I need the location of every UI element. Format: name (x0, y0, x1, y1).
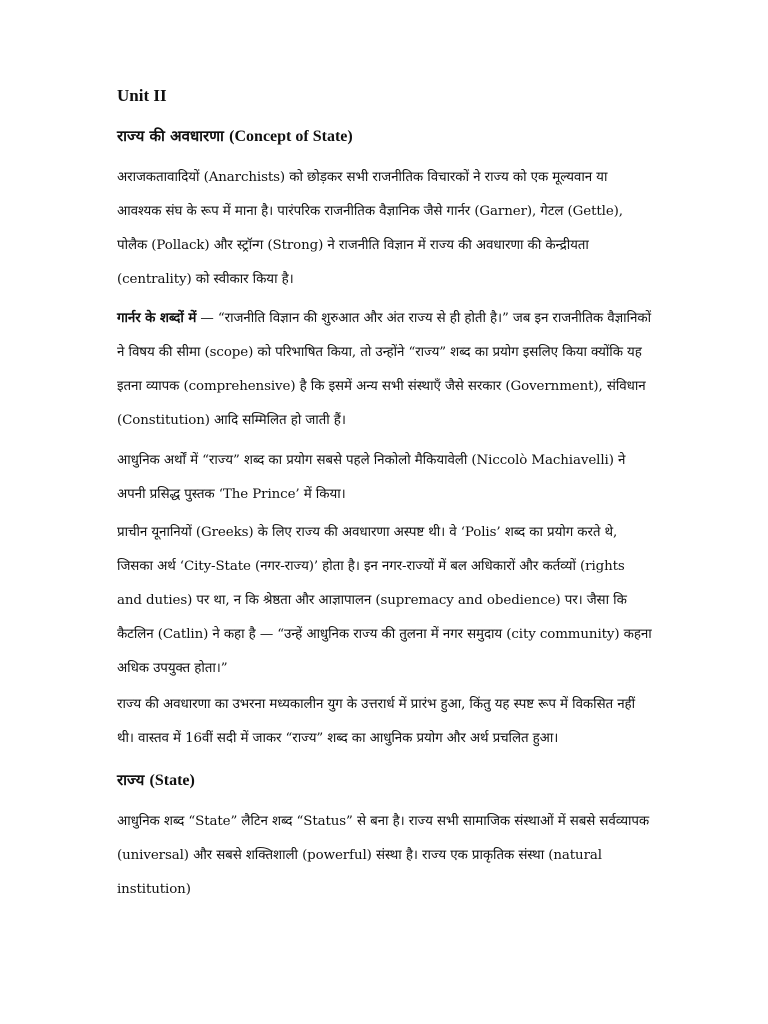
paragraph-greeks (117, 516, 653, 686)
paragraph-text: आधुनिक अर्थों में “राज्य” शब्द का प्रयोग सबसे पहले निकोलो मैकियावेली (Niccolò Machiavelli) ने अपनी प्रसिद्ध पुस्तक ‘The Prince’ में किया। (117, 453, 626, 502)
paragraph-anarchists (117, 161, 653, 297)
paragraph-lead: गार्नर के शब्दों में (117, 310, 197, 326)
paragraph-text: — “राजनीति विज्ञान की शुरुआत और अंत राज्य से ही होती है।” जब इन राजनीतिक वैज्ञानिकों ने विषय की सीमा (scope) को परिभाषित किया, तो उन्होंने “राज्य” शब्द का प्रयोग इसलिए किया क्योंकि यह इतना व्यापक (comprehensive) है कि इसमें अन्य सभी संस्थाएँ जैसे सरकार (Government), संविधान (Constitution) आदि सम्मिलित हो जाती हैं। (117, 311, 652, 428)
paragraph-text: आधुनिक शब्द “State” लैटिन शब्द “Status” से बना है। राज्य सभी सामाजिक संस्थाओं में सबसे सर्वव्यापक (universal) और सबसे शक्तिशाली (powerful) संस्था है। राज्य एक प्राकृतिक संस्था (natural institution) (117, 814, 650, 897)
unit-title: Unit II (117, 86, 167, 105)
section-heading-state (117, 768, 653, 793)
document-page (117, 84, 653, 915)
heading-hindi: राज्य (117, 771, 145, 789)
paragraph-text: अराजकतावादियों (Anarchists) को छोड़कर सभी राजनीतिक विचारकों ने राज्य को एक मूल्यवान या आवश्यक संघ के रूप में माना है। पारंपरिक राजनीतिक वैज्ञानिक जैसे गार्नर (Garner), गेटल (Gettle), पोलैक (Pollack) और स्ट्रॉन्ग (Strong) ने राजनीति विज्ञान में राज्य की अवधारणा की केन्द्रीयता (centrality) को स्वीकार किया है। (117, 170, 623, 287)
paragraph-text: राज्य की अवधारणा का उभरना मध्यकालीन युग के उत्तरार्ध में प्रारंभ हुआ, किंतु यह स्पष्ट रूप में विकसित नहीं थी। वास्तव में 16वीं सदी में जाकर “राज्य” शब्द का आधुनिक प्रयोग और अर्थ प्रचलित हुआ। (117, 697, 636, 746)
section-heading-concept-of-state (117, 124, 653, 149)
paragraph-garner-quote (117, 301, 653, 438)
paragraph-text: प्राचीन यूनानियों (Greeks) के लिए राज्य की अवधारणा अस्पष्ट थी। वे ‘Polis’ शब्द का प्रयोग करते थे, जिसका अर्थ ‘City-State (नगर-राज्य)’ होता है। इन नगर-राज्यों में बल अधिकारों और कर्तव्यों (rights and duties) पर था, न कि श्रेष्ठता और आज्ञापालन (supremacy and obedience) पर। जैसा कि कैटलिन (Catlin) ने कहा है — “उन्हें आधुनिक राज्य की तुलना में नगर समुदाय (city community) कहना अधिक उपयुक्त होता।” (117, 525, 652, 676)
heading-english: (State) (149, 772, 195, 789)
paragraph-medieval (117, 688, 653, 756)
paragraph-machiavelli (117, 444, 653, 512)
paragraph-state-definition (117, 805, 653, 907)
heading-english: (Concept of State) (229, 128, 353, 145)
heading-hindi: राज्य की अवधारणा (117, 127, 224, 145)
